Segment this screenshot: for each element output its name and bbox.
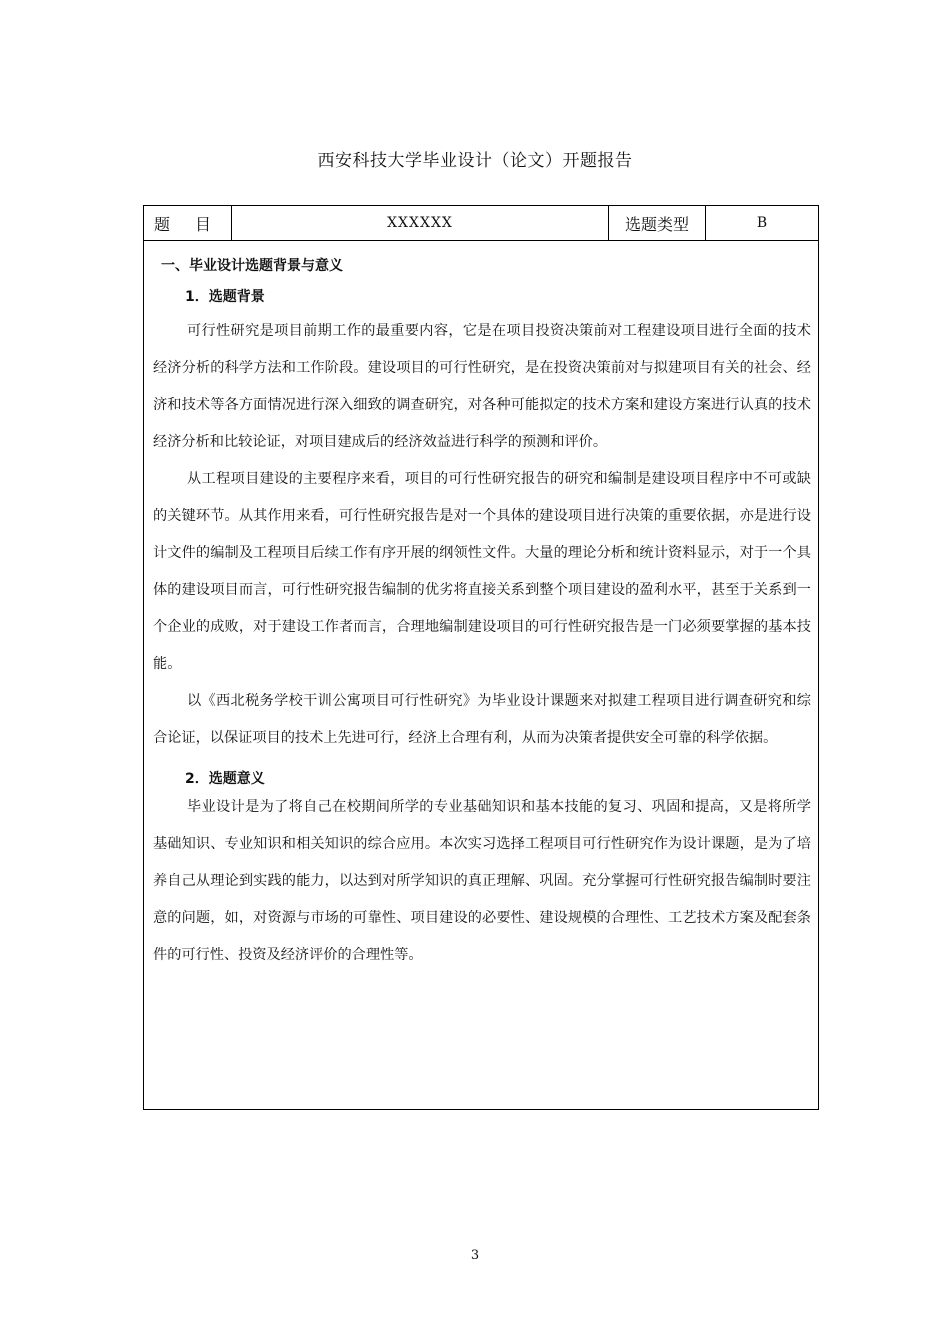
subsection-heading-significance: 2．选题意义 [185,771,265,787]
paragraph-background-2: 从工程项目建设的主要程序来看，项目的可行性研究报告的研究和编制是建设项目程序中不可或缺的关键环节。从其作用来看，可行性研究报告是对一个具体的建设项目进行决策的重要依据，亦是进行设计文件的编制及工程项目后续工作有序开展的纲领性文件。大量的理论分析和统计资料显示，对于一个具体的建设项目而言，可行性研究报告编制的优劣将直接关系到整个项目建设的盈利水平，甚至于关系到一个企业的成败，对于建设工作者而言，合理地编制建设项目的可行性研究报告是一门必须要掌握的基本技能。 [153,471,811,672]
topic-label: 题 目 [144,206,232,240]
topic-value: XXXXXX [232,206,609,240]
page-number: 3 [470,1248,480,1263]
paragraph-significance-1: 毕业设计是为了将自己在校期间所学的专业基础知识和基本技能的复习、巩固和提高，又是将所学基础知识、专业知识和相关知识的综合应用。本次实习选择工程项目可行性研究作为设计课题，是为了培养自己从理论到实践的能力，以达到对所学知识的真正理解、巩固。充分掌握可行性研究报告编制时要注意的问题，如，对资源与市场的可靠性、项目建设的必要性、建设规模的合理性、工艺技术方案及配套条件的可行性、投资及经济评价的合理性等。 [153,799,811,963]
subsection-heading-background: 1．选题背景 [185,289,265,305]
topic-type-value: B [756,215,768,231]
document-title: 西安科技大学毕业设计（论文）开题报告 [317,151,633,171]
section-heading: 一、毕业设计选题背景与意义 [161,258,343,274]
content-area [153,251,811,974]
topic-type-label: 选题类型 [609,206,706,240]
paragraph-background-1: 可行性研究是项目前期工作的最重要内容，它是在项目投资决策前对工程建设项目进行全面的技术经济分析的科学方法和工作阶段。建设项目的可行性研究，是在投资决策前对与拟建项目有关的社会、经济和技术等各方面情况进行深入细致的调查研究，对各种可能拟定的技术方案和建设方案进行认真的技术经济分析和比较论证，对项目建成后的经济效益进行科学的预测和评价。 [153,323,811,450]
paragraph-background-3: 以《西北税务学校干训公寓项目可行性研究》为毕业设计课题来对拟建工程项目进行调查研究和综合论证，以保证项目的技术上先进可行，经济上合理有利，从而为决策者提供安全可靠的科学依据。 [153,693,811,746]
header-row [143,205,819,241]
